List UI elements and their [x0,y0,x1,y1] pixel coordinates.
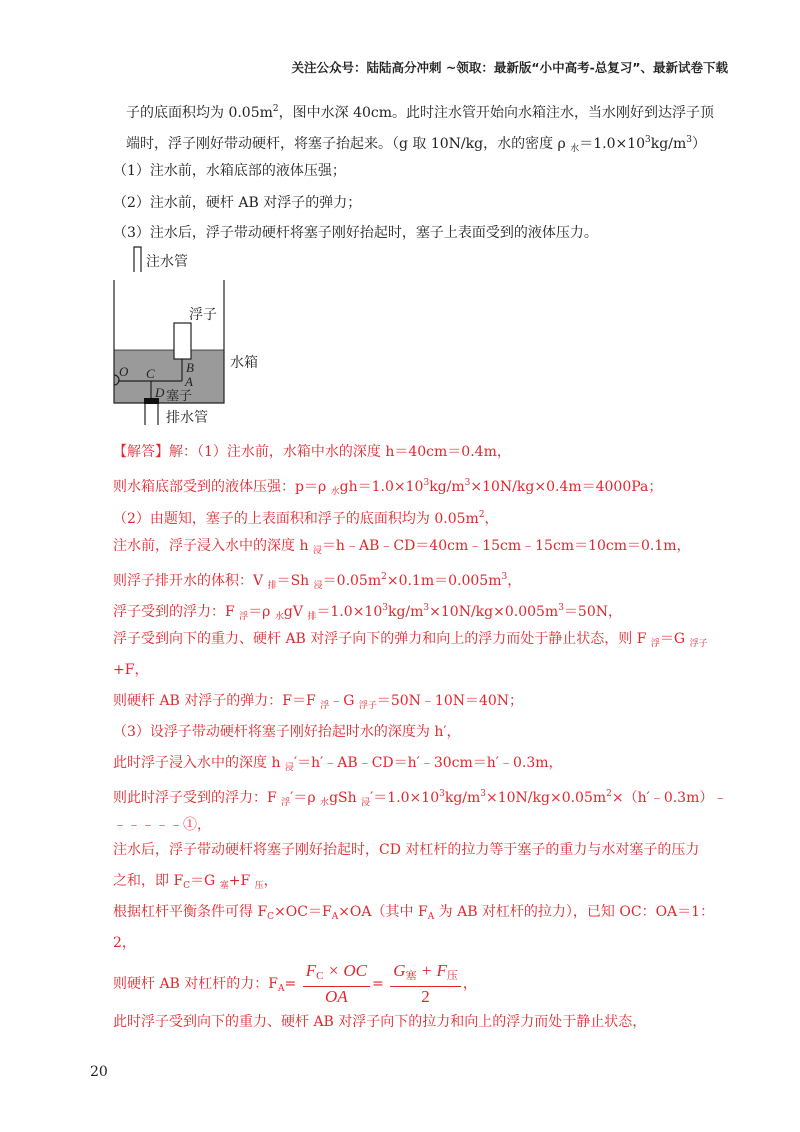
outlet-pipe [145,404,158,425]
answer-line: 之和，即 $F_C=G$ $_塞$+F $_压$， [113,873,278,891]
float-label: 浮子 [189,307,217,323]
answer-line: 则浮子排开水的体积：V $_排$＝Sh $_浸=0.05m^2\times 0.1m=0.005m^3$， [113,572,522,591]
point-A: A [185,374,193,389]
fraction-g-plus-f-over-2: $\frac{G_塞 + F_压}{2}$ [390,962,461,1006]
outlet-label: 排水管 [166,410,208,426]
answer-line: 【解答】解：（1）注水前，水箱中水的深度 h＝40cm＝0.4m， [113,444,511,460]
answer-line: 则此时浮子受到的浮力：F $_浮$′＝ρ $_水$gSh $_浸'=1.0\times 10^3kg/m^3\times 10N/kg\times 0.05m^2\times(h'﹣0.3m)﹣$ [113,789,728,808]
point-C: C [146,366,155,381]
fraction-fc-oc-over-oa: $\frac{F_C \times OC}{OA}$ [303,962,370,1006]
tank-label: 水箱 [230,355,258,371]
answer-line: （2）由题知，塞子的上表面积和浮子的底面积均为 $0.05m^2$， [113,510,499,527]
question-line: （3）注水后，浮子带动硬杆将塞子刚好抬起时，塞子上表面受到的液体压力。 [113,225,598,241]
question-line: （1）注水前，水箱底部的液体压强； [113,163,346,179]
answer-line: 注水前，浮子浸入水中的深度 h $_浸$＝h﹣AB﹣CD＝40cm﹣15cm﹣15cm＝10cm＝0.1m， [113,538,691,556]
answer-line: （3）设浮子带动硬杆将塞子刚好抬起时水的深度为 h′， [113,724,461,740]
plug-label: 塞子 [166,389,193,404]
answer-line: 浮子受到的浮力：F $_浮$＝ρ $_水$gV $_排=1.0\times 10^3kg/m^3\times 10N/kg\times 0.005m^3=50N$， [113,603,623,622]
answer-last-line: 此时浮子受到向下的重力、硬杆 AB 对浮子向下的拉力和向上的浮力而处于静止状态， [113,1014,647,1030]
answer-line: 注水后，浮子带动硬杆将塞子刚好抬起时，CD 对杠杆的拉力等于塞子的重力与水对塞子的压力 [113,842,700,858]
answer-line: 则硬杆 AB 对浮子的弹力：F＝F $_浮$﹣G $_{浮子}$＝50N﹣10N＝40N； [113,693,524,711]
answer-line: 此时浮子浸入水中的深度 h $_浸$′＝h′﹣AB﹣CD＝h′﹣30cm＝h′﹣0.3m， [113,755,563,773]
fraction-line: 则硬杆 AB 对杠杆的力：$F_A=$ $\frac{F_C \times OC}{OA}$ = $\frac{G_塞 + F_压}{2}$ ， [113,961,477,1006]
answer-line: 2， [113,935,136,951]
question-line: （2）注水前，硬杆 AB 对浮子的弹力； [113,195,362,211]
answer-line: 根据杠杆平衡条件可得 $F_C\times OC=F_A\times OA$（其中 $F_A$ 为 AB 对杠杆的拉力），已知 OC：OA＝1： [113,904,715,922]
float [174,323,191,359]
inlet-label: 注水管 [146,254,188,270]
page-number: 20 [90,1064,108,1080]
answer-line: +F， [113,662,149,678]
question-line: 端时，浮子刚好带动硬杆，将塞子抬起来。（g 取 10N/kg，水的密度 ρ $_水=1.0\times 10^3kg/m^3$） [126,135,706,154]
point-B: B [186,360,194,375]
water-tank-diagram [100,240,300,430]
point-O: O [119,364,129,379]
question-line: 子的底面积均为 $0.05m^2$，图中水深 40cm。此时注水管开始向水箱注水，当水刚好到达浮子顶 [126,104,715,121]
page-header: 关注公众号：陆陆高分冲刺 ~领取：最新版“小中高考-总复习”、最新试卷下载 [291,60,728,75]
answer-line: 则水箱底部受到的液体压强：p＝ρ $_水gh=1.0\times 10^3kg/m^3\times 10N/kg\times 0.4m=4000Pa$； [113,478,663,497]
answer-line: ﹣﹣﹣﹣﹣①， [113,817,211,833]
inlet-pipe [134,247,141,272]
point-D: D [155,385,165,400]
answer-line: 浮子受到向下的重力、硬杆 AB 对浮子向下的弹力和向上的浮力而处于静止状态，则 F $_浮$＝G $_{浮子}$ [113,631,708,649]
